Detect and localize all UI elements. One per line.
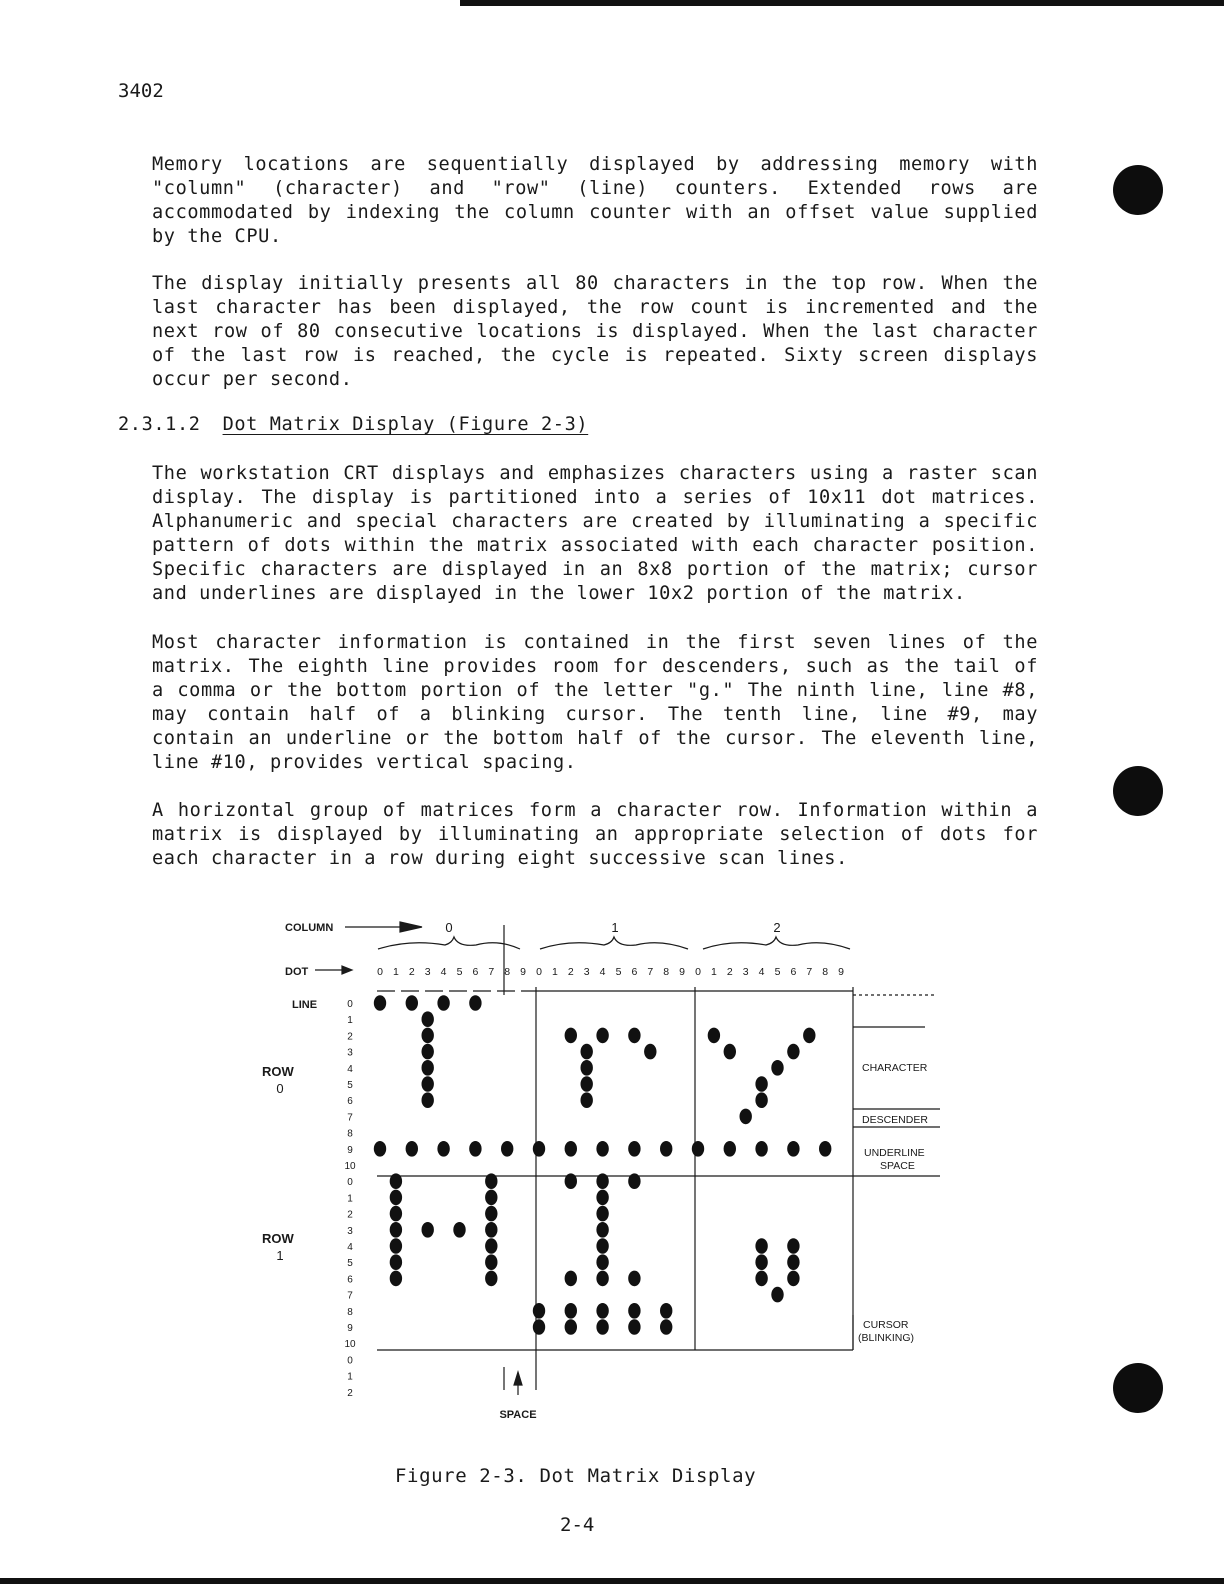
matrix-dot [374, 995, 386, 1011]
matrix-dot [596, 1238, 608, 1254]
dot-digit: 6 [472, 966, 479, 978]
line-number: 9 [347, 1323, 353, 1334]
dot-digit: 1 [392, 966, 399, 978]
text-line: by the CPU. [152, 226, 282, 247]
text-line: next row of 80 consecutive locations is displayed. When the last character [152, 321, 1038, 342]
text-line: of the last row is reached, the cycle is repeated. Sixty screen displays [152, 345, 1038, 366]
matrix-dot [660, 1319, 672, 1335]
cursor-zone-label: CURSOR [863, 1319, 909, 1331]
matrix-dot [755, 1271, 767, 1287]
dot-matrix-figure [240, 905, 960, 1430]
bottom-rule [0, 1578, 1224, 1584]
dot-digit: 5 [615, 966, 622, 978]
matrix-dot [787, 1044, 799, 1060]
matrix-dot [628, 1173, 640, 1189]
dot-digit: 2 [567, 966, 574, 978]
dot-digit: 3 [424, 966, 431, 978]
text-line: Most character information is contained in the first seven lines of the [152, 632, 1038, 653]
matrix-dot [453, 1222, 465, 1238]
line-number: 0 [347, 999, 353, 1010]
text-line: display. The display is partitioned into a series of 10x11 dot matrices. [152, 487, 1038, 508]
matrix-dot [660, 1303, 672, 1319]
dot-digit: 6 [790, 966, 797, 978]
matrix-dot [787, 1238, 799, 1254]
matrix-dot [596, 1173, 608, 1189]
line-number: 1 [347, 1015, 353, 1027]
dot-digit: 9 [679, 966, 686, 978]
space-arrow-head [514, 1372, 522, 1385]
matrix-dot [485, 1190, 497, 1206]
matrix-dot [787, 1141, 799, 1157]
text-line: line #10, provides vertical spacing. [152, 752, 577, 773]
matrix-dot [724, 1044, 736, 1060]
matrix-dot [390, 1271, 402, 1287]
matrix-dot [390, 1238, 402, 1254]
column-arrow-head [400, 922, 422, 932]
matrix-dot [501, 1141, 513, 1157]
text-line: The display initially presents all 80 characters in the top row. When the [152, 273, 1038, 294]
matrix-dot [406, 1141, 418, 1157]
matrix-dot [596, 1206, 608, 1222]
text-line: "column" (character) and "row" (line) counters. Extended rows are [152, 178, 1038, 199]
matrix-dot [740, 1109, 752, 1125]
line-number: 6 [347, 1096, 353, 1108]
dot-digit: 3 [583, 966, 590, 978]
text-line: a comma or the bottom portion of the letter "g." The ninth line, line #8, [152, 680, 1038, 701]
top-rule [460, 0, 1224, 6]
matrix-dot [485, 1173, 497, 1189]
dot-digit: 8 [504, 966, 511, 978]
dot-digit: 8 [663, 966, 670, 978]
paragraph-workstation-crt [152, 462, 1038, 606]
matrix-dot [374, 1141, 386, 1157]
line-number-scale [344, 999, 356, 1399]
dot-digit: 3 [742, 966, 749, 978]
text-line: matrix. The eighth line provides room for descenders, such as the tail of [152, 656, 1038, 677]
illuminated-dots [374, 995, 832, 1335]
matrix-dot [819, 1141, 831, 1157]
line-number: 2 [347, 1387, 353, 1399]
matrix-dot [437, 1141, 449, 1157]
line-label: LINE [292, 999, 318, 1011]
line-number: 0 [347, 1355, 353, 1367]
paragraph-character-information [152, 631, 1038, 775]
matrix-dot [485, 1222, 497, 1238]
text-line: Memory locations are sequentially displayed by addressing memory with [152, 154, 1038, 175]
text-line: occur per second. [152, 369, 353, 390]
matrix-dot [596, 1271, 608, 1287]
matrix-dot [422, 1076, 434, 1092]
page-number: 2-4 [560, 1514, 595, 1536]
line-number: 1 [347, 1193, 353, 1205]
matrix-dot [596, 1028, 608, 1044]
line-number: 5 [347, 1258, 353, 1270]
matrix-dot [628, 1303, 640, 1319]
document-number: 3402 [118, 80, 164, 102]
dot-digit: 1 [710, 966, 717, 978]
space-label: SPACE [499, 1409, 537, 1421]
matrix-dot [755, 1238, 767, 1254]
matrix-dot [596, 1141, 608, 1157]
matrix-dot [787, 1254, 799, 1270]
line-number: 4 [347, 1242, 353, 1253]
matrix-dot [660, 1141, 672, 1157]
line-number: 7 [347, 1112, 353, 1124]
matrix-dot [755, 1254, 767, 1270]
matrix-dot [787, 1271, 799, 1287]
matrix-dot [755, 1141, 767, 1157]
row-0-label: ROW [262, 1064, 294, 1079]
dot-digit: 0 [536, 966, 542, 978]
punch-hole-top [1113, 165, 1163, 215]
dot-digit: 7 [806, 966, 813, 978]
text-line: may contain half of a blinking cursor. The tenth line, line #9, may [152, 704, 1038, 725]
matrix-dot [422, 1222, 434, 1238]
dot-digit: 1 [551, 966, 558, 978]
line-number: 3 [347, 1047, 353, 1059]
dot-digit: 9 [838, 966, 845, 978]
blinking-zone-label: (BLINKING) [858, 1332, 915, 1344]
matrix-dot [422, 1011, 434, 1027]
row-1-label: ROW [262, 1231, 294, 1246]
matrix-dot [469, 995, 481, 1011]
matrix-dot [422, 1028, 434, 1044]
line-number: 2 [347, 1031, 353, 1043]
matrix-dot [390, 1222, 402, 1238]
line-number: 6 [347, 1274, 353, 1286]
dot-digit: 4 [758, 966, 765, 978]
matrix-dot [437, 995, 449, 1011]
matrix-dot [628, 1028, 640, 1044]
line-number: 4 [347, 1063, 353, 1075]
matrix-dot [724, 1141, 736, 1157]
matrix-dot [596, 1190, 608, 1206]
dot-digit: 2 [726, 966, 733, 978]
matrix-dot [644, 1044, 656, 1060]
matrix-dot [755, 1076, 767, 1092]
matrix-dot [469, 1141, 481, 1157]
text-line: pattern of dots within the matrix associated with each character position. [152, 535, 1038, 556]
line-number: 1 [347, 1371, 353, 1383]
dot-digit: 5 [774, 966, 781, 978]
underline-zone-label: UNDERLINE [864, 1147, 925, 1159]
text-line: accommodated by indexing the column counter with an offset value supplied [152, 202, 1038, 223]
matrix-dot [581, 1060, 593, 1076]
dot-digit: 4 [440, 966, 447, 978]
text-line: The workstation CRT displays and emphasizes characters using a raster scan [152, 463, 1038, 484]
matrix-dot [565, 1141, 577, 1157]
dot-digit: 6 [631, 966, 638, 978]
section-heading [118, 414, 588, 435]
column-number: 2 [773, 920, 781, 935]
matrix-dot [628, 1271, 640, 1287]
matrix-dot [390, 1190, 402, 1206]
text-line: contain an underline or the bottom half of the cursor. The eleventh line, [152, 728, 1038, 749]
matrix-dot [390, 1173, 402, 1189]
punch-hole-bottom [1113, 1363, 1163, 1413]
matrix-dot [533, 1141, 545, 1157]
matrix-dot [596, 1303, 608, 1319]
figure-caption: Figure 2-3. Dot Matrix Display [395, 1465, 757, 1487]
matrix-dot [596, 1319, 608, 1335]
matrix-dot [422, 1060, 434, 1076]
line-number: 10 [344, 1339, 356, 1351]
matrix-dot [565, 1303, 577, 1319]
paragraph-horizontal-group [152, 799, 1038, 871]
text-line: last character has been displayed, the row count is incremented and the [152, 297, 1038, 318]
line-number: 5 [347, 1080, 353, 1091]
matrix-dot [565, 1173, 577, 1189]
dot-digit: 9 [520, 966, 527, 978]
text-line: and underlines are displayed in the lower 10x2 portion of the matrix. [152, 583, 966, 604]
section-number: 2.3.1.2 [118, 414, 201, 435]
matrix-dot [485, 1271, 497, 1287]
text-line: Alphanumeric and special characters are created by illuminating a specific [152, 511, 1038, 532]
paragraph-memory-locations [152, 153, 1038, 249]
dot-digit: 0 [377, 966, 383, 978]
brace-column-2 [703, 937, 850, 949]
brace-column-0 [378, 937, 520, 949]
column-number: 1 [611, 920, 619, 935]
column-number: 0 [445, 920, 453, 935]
dot-digit-scale [377, 966, 844, 978]
matrix-dot [533, 1319, 545, 1335]
paragraph-display-presents [152, 272, 1038, 392]
matrix-dot [771, 1060, 783, 1076]
space-zone-label: SPACE [880, 1160, 915, 1172]
matrix-dot [422, 1044, 434, 1060]
text-line: matrix is displayed by illuminating an appropriate selection of dots for [152, 824, 1038, 845]
dot-digit: 7 [488, 966, 495, 978]
descender-zone-label: DESCENDER [862, 1114, 928, 1126]
matrix-dot [755, 1092, 767, 1108]
dot-digit: 8 [822, 966, 829, 978]
matrix-dot [565, 1319, 577, 1335]
matrix-dot [692, 1141, 704, 1157]
matrix-dot [581, 1092, 593, 1108]
matrix-dot [596, 1254, 608, 1270]
matrix-dot [390, 1254, 402, 1270]
dot-label: DOT [285, 966, 309, 978]
dot-digit: 5 [456, 966, 463, 978]
matrix-dot [485, 1238, 497, 1254]
matrix-dot [708, 1028, 720, 1044]
matrix-dot [581, 1044, 593, 1060]
punch-hole-middle [1113, 766, 1163, 816]
dot-digit: 4 [599, 966, 606, 978]
matrix-dot [771, 1287, 783, 1303]
matrix-dot [628, 1141, 640, 1157]
line-number: 8 [347, 1128, 353, 1140]
matrix-dot [485, 1206, 497, 1222]
row-1-number: 1 [276, 1248, 284, 1263]
dot-digit: 0 [695, 966, 701, 978]
line-number: 2 [347, 1209, 353, 1221]
line-number: 8 [347, 1306, 353, 1318]
matrix-dot [803, 1028, 815, 1044]
matrix-dot [390, 1206, 402, 1222]
text-line: Specific characters are displayed in an 8x8 portion of the matrix; cursor [152, 559, 1038, 580]
text-line: A horizontal group of matrices form a character row. Information within a [152, 800, 1038, 821]
matrix-dot [485, 1254, 497, 1270]
column-label: COLUMN [285, 922, 334, 934]
dot-arrow-head [342, 966, 352, 974]
line-number: 3 [347, 1225, 353, 1237]
matrix-dot [596, 1222, 608, 1238]
line-number: 7 [347, 1290, 353, 1302]
text-line: each character in a row during eight successive scan lines. [152, 848, 848, 869]
section-title: Dot Matrix Display (Figure 2-3) [222, 414, 589, 435]
row-0-number: 0 [276, 1081, 284, 1096]
dot-digit: 7 [647, 966, 654, 978]
matrix-dot [565, 1028, 577, 1044]
matrix-dot [581, 1076, 593, 1092]
line-number: 0 [347, 1177, 353, 1189]
matrix-dot [533, 1303, 545, 1319]
matrix-dot [406, 995, 418, 1011]
matrix-dot [565, 1271, 577, 1287]
dot-digit: 2 [408, 966, 415, 978]
line-number: 9 [347, 1144, 353, 1156]
line-number: 10 [344, 1161, 356, 1172]
matrix-dot [628, 1319, 640, 1335]
character-zone-label: CHARACTER [862, 1062, 928, 1074]
matrix-dot [422, 1092, 434, 1108]
brace-column-1 [540, 937, 688, 949]
